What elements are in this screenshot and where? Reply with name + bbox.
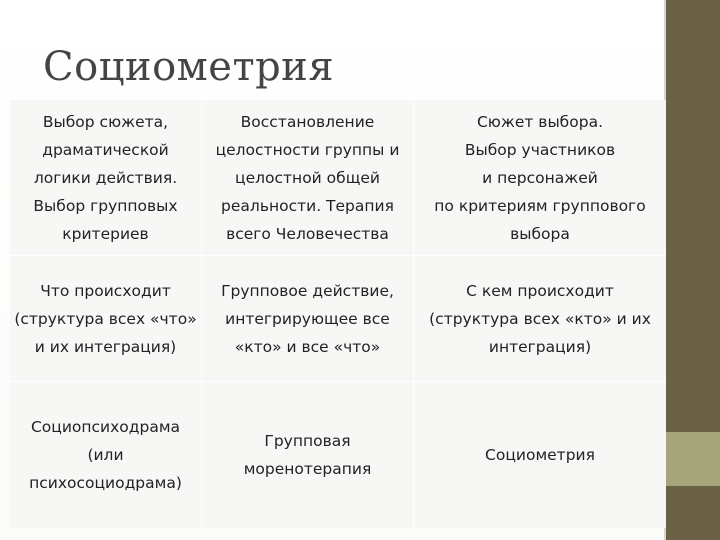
slide-title: Социометрия: [43, 44, 335, 90]
sidebar-accent-block: [666, 432, 720, 486]
table-cell: Групповая моренотерапия: [202, 382, 414, 528]
table-cell: Групповое действие, интегрирующее все «кто» и все «что»: [202, 256, 414, 382]
table-cell: Что происходит (структура всех «что» и их интеграция): [10, 256, 202, 382]
table-cell: Восстановление целостности группы и целостной общей реальности. Терапия всего Человечества: [202, 100, 414, 256]
table-cell: Выбор сюжета, драматической логики действия. Выбор групповых критериев: [10, 100, 202, 256]
table-cell: Сюжет выбора. Выбор участников и персонажей по критериям группового выбора: [414, 100, 666, 256]
table-cell: С кем происходит (структура всех «кто» и их интеграция): [414, 256, 666, 382]
table-cell: Социометрия: [485, 446, 595, 464]
table-cell: Социопсиходрама (или психосоциодрама): [10, 382, 202, 528]
comparison-table: [10, 100, 666, 528]
